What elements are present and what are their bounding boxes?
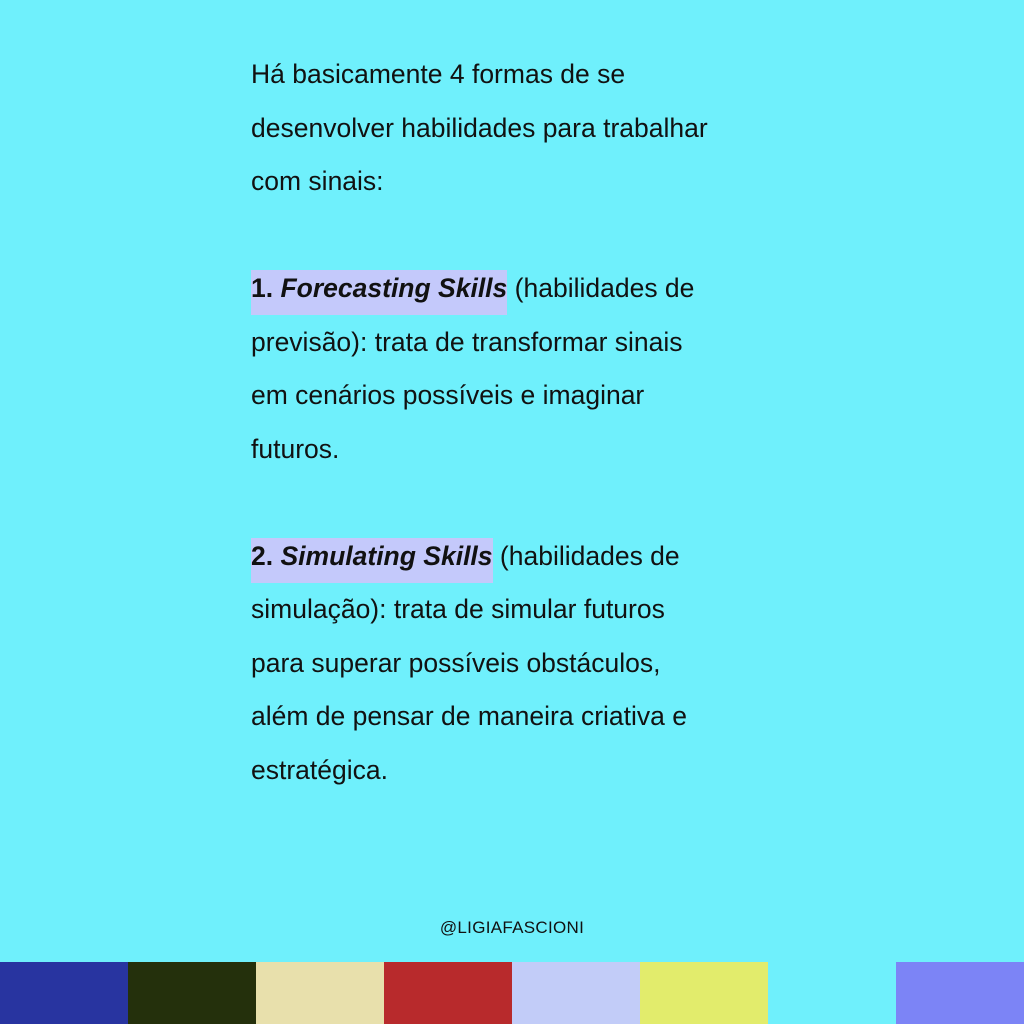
paragraph-gap <box>251 209 791 263</box>
item-line: para superar possíveis obstáculos, <box>251 647 661 678</box>
item-line: estratégica. <box>251 754 388 785</box>
highlight-simulating <box>251 538 493 583</box>
palette-swatch <box>512 962 640 1024</box>
palette-swatch <box>128 962 256 1024</box>
item-line: em cenários possíveis e imaginar <box>251 380 645 410</box>
item-line: futuros. <box>251 433 340 464</box>
intro-paragraph <box>251 48 791 209</box>
intro-line: desenvolver habilidades para trabalhar <box>251 112 708 143</box>
palette-swatch <box>0 962 128 1024</box>
item-line: (habilidades de <box>507 273 695 303</box>
item-simulating <box>251 530 791 798</box>
intro-line: Há basicamente 4 formas de se <box>251 59 626 89</box>
highlight-forecasting <box>251 270 507 315</box>
palette-swatch <box>640 962 768 1024</box>
item-number: 1. <box>251 273 274 303</box>
paragraph-gap <box>251 476 791 530</box>
color-palette <box>0 962 1024 1024</box>
item-line: previsão): trata de transformar sinais <box>251 326 683 357</box>
item-line: (habilidades de <box>492 540 680 571</box>
item-forecasting <box>251 262 791 476</box>
item-title: Forecasting Skills <box>280 273 508 303</box>
item-line: além de pensar de maneira criativa e <box>251 701 688 731</box>
palette-swatch <box>768 962 896 1024</box>
palette-swatch <box>896 962 1024 1024</box>
author-handle: @LIGIAFASCIONI <box>439 918 585 937</box>
item-line: simulação): trata de simular futuros <box>251 594 665 624</box>
post-content <box>251 48 791 797</box>
intro-line: com sinais: <box>251 166 384 196</box>
palette-swatch <box>256 962 384 1024</box>
item-number: 2. <box>251 540 274 571</box>
palette-swatch <box>384 962 512 1024</box>
item-title: Simulating Skills <box>280 540 493 571</box>
